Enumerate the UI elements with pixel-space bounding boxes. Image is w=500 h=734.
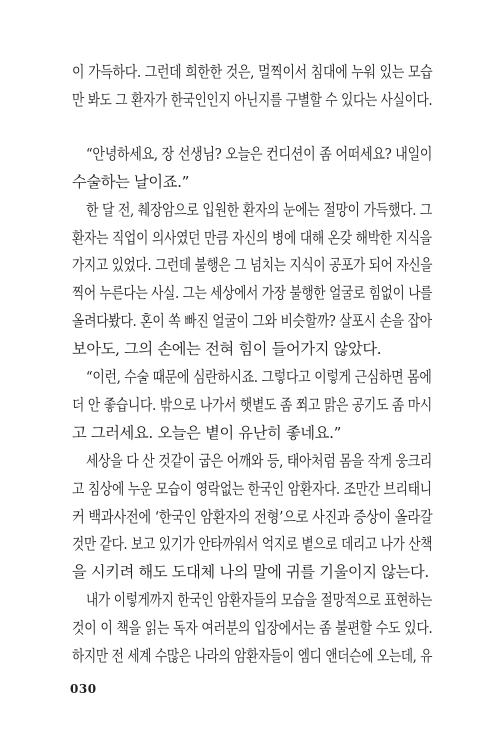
text-line-12: 더 안 좋습니다. 밖으로 나가서 햇볕도 좀 쬐고 맑은 공기도 좀 마시 xyxy=(72,396,432,414)
text-line-3: “안녕하세요, 장 선생님? 오늘은 컨디션이 좀 어떠세요? 내일이 xyxy=(86,145,433,163)
text-line-8: 찍어 누른다는 사실. 그는 세상에서 가장 불행한 얼굴로 힘없이 나를 xyxy=(72,284,433,302)
text-line-7: 가지고 있었다. 그런데 불행은 그 넘치는 지식이 공포가 되어 자신을 xyxy=(72,256,433,274)
text-line-19: 내가 이렇게까지 한국인 암환자들의 모습을 절망적으로 표현하는 xyxy=(86,591,433,609)
text-line-15: 고 침상에 누운 모습이 영락없는 한국인 암환자다. 조만간 브리태니 xyxy=(72,480,432,498)
text-line-20: 것이 이 책을 읽는 독자 여러분의 입장에서는 좀 불편할 수도 있다. xyxy=(72,619,433,637)
text-line-2: 만 봐도 그 환자가 한국인인지 아닌지를 구별할 수 있다는 사실이다. xyxy=(72,91,433,109)
text-line-4: 수술하는 날이죠.” xyxy=(72,173,190,191)
text-line-9: 올려다봤다. 혼이 쏙 빠진 얼굴이 그와 비슷할까? 살포시 손을 잡아 xyxy=(72,312,432,330)
text-line-6: 환자는 직업이 의사였던 만큼 자신의 병에 대해 온갖 해박한 지식을 xyxy=(72,229,432,247)
text-line-5: 한 달 전, 췌장암으로 입원한 환자의 눈에는 절망이 가득했다. 그 xyxy=(86,201,433,219)
text-line-13: 고 그러세요. 오늘은 볕이 유난히 좋네요.” xyxy=(72,424,342,442)
text-line-1: 이 가득하다. 그런데 희한한 것은, 멀찍이서 침대에 누워 있는 모습 xyxy=(72,63,433,81)
text-line-16: 커 백과사전에 ‘한국인 암환자의 전형’으로 사진과 증상이 올라갈 xyxy=(72,508,433,526)
text-line-21: 하지만 전 세계 수많은 나라의 암환자들이 엠디 앤더슨에 오는데, 유 xyxy=(72,647,433,665)
text-line-10: 보아도, 그의 손에는 전혀 힘이 들어가지 않았다. xyxy=(72,340,382,358)
text-line-14: 세상을 다 산 것같이 굽은 어깨와 등, 태아처럼 몸을 작게 웅크리 xyxy=(86,452,433,470)
page-number: 030 xyxy=(70,682,97,696)
text-line-18: 을 시키려 해도 도대체 나의 말에 귀를 기울이지 않는다. xyxy=(72,563,429,581)
text-line-11: “이런, 수술 때문에 심란하시죠. 그렇다고 이렇게 근심하면 몸에 xyxy=(86,368,432,386)
text-line-17: 것만 같다. 보고 있기가 안타까워서 억지로 볕으로 데리고 나가 산책 xyxy=(72,535,433,553)
